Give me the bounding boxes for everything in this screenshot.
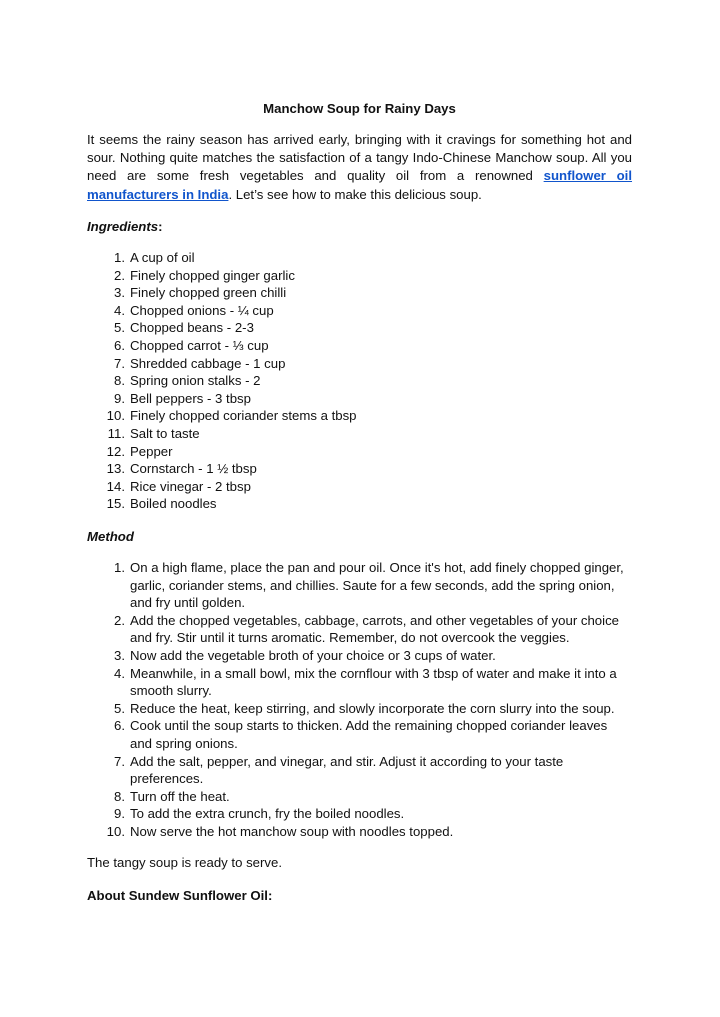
ingredient-item-number: 10. xyxy=(106,408,125,424)
ingredient-item-text: Chopped carrot - ⅓ cup xyxy=(130,337,269,353)
ingredient-item xyxy=(87,495,632,513)
method-step xyxy=(87,788,632,806)
method-step-number: 4. xyxy=(114,665,125,681)
ingredient-item xyxy=(87,443,632,461)
ingredient-item-text: Shredded cabbage - 1 cup xyxy=(130,355,286,371)
ingredient-item-number: 4. xyxy=(114,302,125,318)
ingredient-item xyxy=(87,267,632,285)
method-step-number: 8. xyxy=(114,788,125,804)
method-step-number: 6. xyxy=(114,718,125,734)
method-step xyxy=(87,559,632,612)
method-step xyxy=(87,647,632,665)
intro-text-after-link: . Let’s see how to make this delicious soup. xyxy=(228,186,482,202)
intro-paragraph xyxy=(87,131,632,204)
ingredient-item xyxy=(87,284,632,302)
method-step-text: Add the chopped vegetables, cabbage, carrots, and other vegetables of your choice and fry. Stir until it turns aromatic. Remember, do not overcook the veggies. xyxy=(130,612,619,646)
ingredient-item-number: 12. xyxy=(106,443,125,459)
ingredient-item-text: Finely chopped green chilli xyxy=(130,285,287,301)
method-step-text: Now serve the hot manchow soup with noodles topped. xyxy=(130,823,454,839)
ingredient-item-number: 2. xyxy=(114,267,125,283)
ingredient-item xyxy=(87,372,632,390)
method-step-text: Now add the vegetable broth of your choice or 3 cups of water. xyxy=(130,647,496,663)
sunflower-oil-manufacturers-link[interactable]: sunflower oil manufacturers in India xyxy=(87,168,633,202)
ingredient-item xyxy=(87,249,632,267)
ingredient-item-text: Chopped onions - ¼ cup xyxy=(130,302,274,318)
method-step-number: 3. xyxy=(114,647,125,663)
ingredient-item-text: Boiled noodles xyxy=(130,496,217,512)
document-title: Manchow Soup for Rainy Days xyxy=(263,101,456,116)
method-step-text: Turn off the heat. xyxy=(130,788,230,804)
ingredient-item-text: Chopped beans - 2-3 xyxy=(130,320,254,336)
ingredient-item-number: 11. xyxy=(107,425,125,441)
method-step xyxy=(87,665,632,700)
ingredient-item-number: 1. xyxy=(114,250,125,265)
ingredient-item-number: 15. xyxy=(106,496,125,512)
method-step-number: 2. xyxy=(114,612,125,628)
method-step xyxy=(87,717,632,752)
ingredient-item-number: 8. xyxy=(114,373,125,389)
ingredient-item-number: 3. xyxy=(114,285,125,301)
ingredient-item-number: 9. xyxy=(114,390,125,406)
ingredient-item-number: 14. xyxy=(106,478,125,494)
ingredient-item xyxy=(87,355,632,373)
ingredient-item xyxy=(87,337,632,355)
closing-paragraph: The tangy soup is ready to serve. xyxy=(87,855,282,870)
ingredient-item xyxy=(87,390,632,408)
ingredients-heading xyxy=(87,218,162,236)
ingredient-item xyxy=(87,478,632,496)
method-step xyxy=(87,753,632,788)
ingredient-item-text: A cup of oil xyxy=(130,250,195,265)
method-step xyxy=(87,805,632,823)
intro-text-before-link: It seems the rainy season has arrived early, bringing with it cravings for something hot and sour. Nothing quite matches the satisfaction of a tangy Indo-Chinese Manchow soup. All you need are some fresh vegetables and quality oil from a renowned xyxy=(87,132,632,184)
ingredient-item xyxy=(87,319,632,337)
method-step xyxy=(87,612,632,647)
ingredient-item-number: 5. xyxy=(114,320,125,336)
method-step-text: Cook until the soup starts to thicken. Add the remaining chopped coriander leaves and spring onions. xyxy=(130,718,608,751)
ingredient-item-text: Pepper xyxy=(130,443,173,459)
ingredient-item xyxy=(87,460,632,478)
method-step xyxy=(87,823,632,841)
ingredients-heading-colon: : xyxy=(158,219,163,234)
ingredient-item xyxy=(87,407,632,425)
ingredient-item xyxy=(87,425,632,443)
ingredient-item xyxy=(87,302,632,320)
ingredients-heading-text: Ingredients xyxy=(87,219,159,234)
ingredient-item-text: Finely chopped coriander stems a tbsp xyxy=(130,408,357,424)
method-step-text: Add the salt, pepper, and vinegar, and stir. Adjust it according to your taste preferences. xyxy=(130,753,564,787)
method-step xyxy=(87,700,632,718)
ingredient-item-text: Rice vinegar - 2 tbsp xyxy=(130,478,251,494)
method-step-number: 1. xyxy=(114,560,125,575)
ingredient-item-number: 13. xyxy=(106,461,125,477)
ingredient-item-text: Bell peppers - 3 tbsp xyxy=(130,390,251,406)
method-step-number: 9. xyxy=(114,806,125,822)
method-heading: Method xyxy=(87,529,134,544)
method-step-text: On a high flame, place the pan and pour oil. Once it's hot, add finely chopped ginger, garlic, coriander stems, and chillies. Saute for a few seconds, add the spring onion, and fry until golden. xyxy=(130,560,624,611)
method-step-number: 7. xyxy=(114,753,125,769)
method-step-number: 5. xyxy=(114,700,125,716)
ingredient-item-text: Finely chopped ginger garlic xyxy=(130,267,295,283)
ingredients-list xyxy=(87,249,632,513)
ingredient-item-text: Salt to taste xyxy=(130,425,200,441)
method-step-number: 10. xyxy=(106,823,125,839)
method-step-text: Reduce the heat, keep stirring, and slowly incorporate the corn slurry into the soup. xyxy=(130,700,615,716)
method-list xyxy=(87,559,632,841)
ingredient-item-text: Spring onion stalks - 2 xyxy=(130,373,261,389)
method-step-text: To add the extra crunch, fry the boiled noodles. xyxy=(130,806,405,822)
ingredient-item-number: 7. xyxy=(114,355,125,371)
about-heading: About Sundew Sunflower Oil: xyxy=(87,888,273,903)
ingredient-item-text: Cornstarch - 1 ½ tbsp xyxy=(130,461,257,477)
method-step-text: Meanwhile, in a small bowl, mix the cornflour with 3 tbsp of water and make it into a smooth slurry. xyxy=(130,665,617,699)
ingredient-item-number: 6. xyxy=(114,337,125,353)
